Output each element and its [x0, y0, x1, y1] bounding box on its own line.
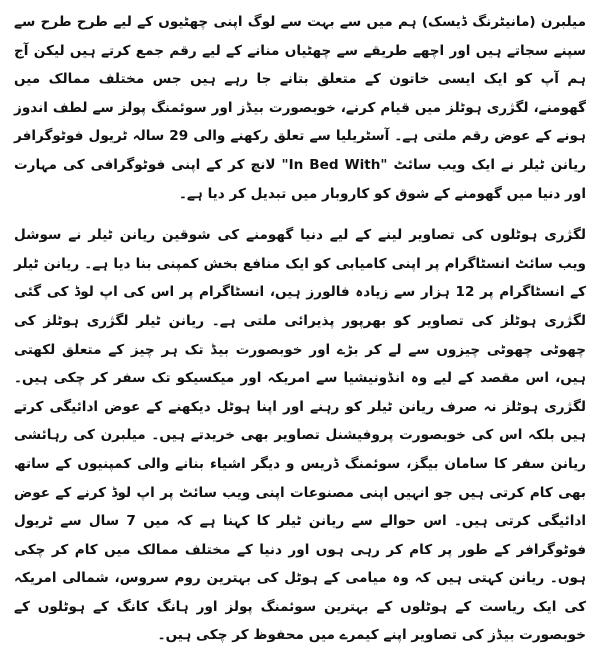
article-paragraph-1: میلبرن (مانیٹرنگ ڈیسک) ہم میں سے بہت سے لوگ اپنی چھٹیوں کے لیے طرح طرح سے سپنے سجاتے ہیں اور اچھے طریقے سے چھٹیاں منانے کے لیے رقم جمع کرتے ہیں لیکن آج ہم آپ کو ایک ایسی خاتون کے متعلق بتانے جا رہے ہیں جس مختلف ممالک میں گھومنے، لگژری ہوٹلز میں قیام کرنے، خوبصورت بیڈز اور سوئمنگ پولز سے لطف اندوز ہونے کے عوض رقم ملتی ہے۔ آسٹریلیا سے تعلق رکھنے والی 29 سالہ ٹریول فوٹوگرافر ریانن ٹیلر نے ایک ویب سائٹ "In Bed With" لانچ کر کے اپنی فوٹوگرافی کی مہارت اور دنیا میں گھومنے کے شوق کو کاروبار میں تبدیل کر دیا ہے۔	[14, 14, 587, 202]
article-paragraph-2: لگژری ہوٹلوں کی تصاویر لینے کے لیے دنیا گھومنے کی شوقین ریانن ٹیلر نے سوشل ویب سائٹ انسٹاگرام پر اپنی کامیابی کو ایک منافع بخش کمپنی بنا دیا ہے۔ ریانن ٹیلر کے انسٹاگرام پر 12 ہزار سے زیادہ فالورز ہیں، انسٹاگرام پر اس کی اپ لوڈ کی گئی لگژری ہوٹلز کی تصاویر کو بھرپور پذیرائی ملتی ہے۔ ریانن ٹیلر لگژری ہوٹلز کی چھوٹی چھوٹی چیزوں سے لے کر بڑے اور خوبصورت بیڈ تک ہر چیز کے متعلق لکھتی ہیں، اس مقصد کے لیے وہ انڈونیشیا سے امریکہ اور میکسیکو تک سفر کر چکی ہیں۔ لگژری ہوٹلز نہ صرف ریانن ٹیلر کو رہنے اور اپنا ہوٹل دیکھنے کے عوض ادائیگی کرتے ہیں بلکہ اس کی خوبصورت پروفیشنل تصاویر بھی خریدتے ہیں۔ میلبرن کی رہائشی ریانن سفر کا سامان بیگز، سوئمنگ ڈریس و دیگر اشیاء بنانے والی کمپنیوں کے ساتھ بھی کام کرتی ہیں جو انہیں اپنی مصنوعات اپنی ویب سائٹ پر اپ لوڈ کرنے کے عوض ادائیگی کرتی ہیں۔ اس حوالے سے ریانن ٹیلر کا کہنا ہے کہ میں 7 سال سے ٹریول فوٹوگرافر کے طور پر کام کر رہی ہوں اور دنیا کے مختلف ممالک میں کام کر چکی ہوں۔ ریانن کہتی ہیں کہ وہ میامی کے ہوٹل کی بہترین روم سروس، شمالی امریکہ کی ایک ریاست کے ہوٹلوں کے بہترین سوئمنگ پولز اور ہانگ کانگ کے ہوٹلوں کے خوبصورت بیڈز کی تصاویر اپنے کیمرے میں محفوظ کر چکی ہیں۔	[14, 227, 586, 644]
